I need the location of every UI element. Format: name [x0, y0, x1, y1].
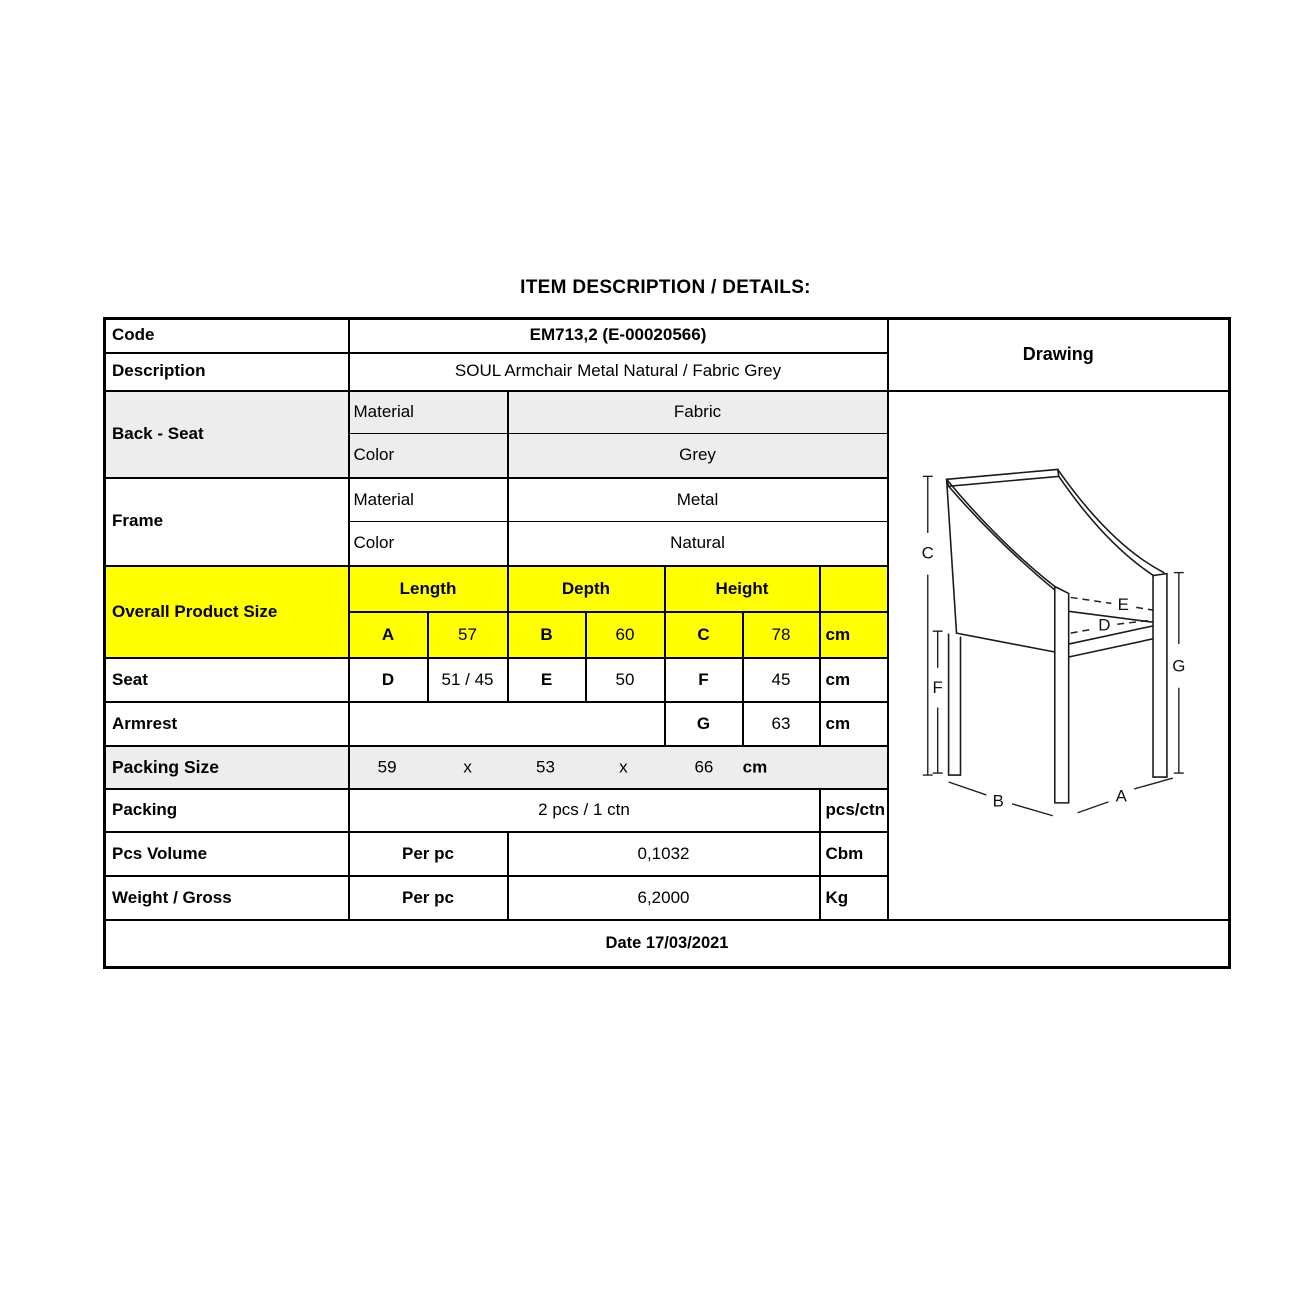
- seat-value-e: 50: [586, 658, 665, 702]
- dim-line-b: [948, 782, 1052, 816]
- packing-size-label: Packing Size: [105, 746, 349, 789]
- size-col-length: Length: [349, 566, 508, 612]
- armchair-drawing: [889, 392, 1229, 915]
- armrest-unit: cm: [820, 702, 888, 746]
- code-value: EM713,2 (E-00020566): [349, 319, 888, 353]
- pcs-volume-value: 0,1032: [508, 832, 820, 876]
- dim-line-d: [1070, 615, 1158, 634]
- frame-label: Frame: [105, 478, 349, 566]
- packing-size-sep1: x: [463, 757, 472, 777]
- dim-line-a: [1077, 778, 1172, 813]
- armrest-key-g: G: [665, 702, 743, 746]
- seat-key-f: F: [665, 658, 743, 702]
- packing-size-dim1: 59: [377, 757, 397, 777]
- back-seat-material-row: [105, 391, 1230, 434]
- dim-label-g: G: [1171, 655, 1185, 675]
- date-row: [105, 920, 1230, 967]
- dim-label-c: C: [921, 542, 934, 562]
- packing-size-unit: cm: [742, 757, 768, 777]
- size-key-a: A: [349, 612, 428, 658]
- seat-key-e: E: [508, 658, 586, 702]
- pcs-volume-per: Per pc: [349, 832, 508, 876]
- weight-gross-unit: Kg: [820, 876, 888, 920]
- size-value-c: 78: [743, 612, 820, 658]
- frame-material-value: Metal: [508, 478, 888, 522]
- armrest-value-g: 63: [743, 702, 820, 746]
- seat-value-f: 45: [743, 658, 820, 702]
- code-label: Code: [105, 319, 349, 353]
- size-header-empty-cell: [820, 566, 888, 612]
- packing-size-sep2: x: [619, 757, 628, 777]
- description-label: Description: [105, 353, 349, 391]
- dim-label-f: F: [932, 677, 943, 697]
- frame-color-label: Color: [349, 522, 508, 566]
- packing-size-dim2: 53: [536, 757, 555, 777]
- date-value: Date 17/03/2021: [105, 920, 1230, 967]
- size-key-b: B: [508, 612, 586, 658]
- packing-size-values: [349, 746, 888, 789]
- weight-gross-per: Per pc: [349, 876, 508, 920]
- armrest-empty-cell: [349, 702, 665, 746]
- dim-line-g: [1172, 572, 1185, 772]
- pcs-volume-label: Pcs Volume: [105, 832, 349, 876]
- back-seat-color-value: Grey: [508, 434, 888, 478]
- seat-key-d: D: [349, 658, 428, 702]
- seat-unit: cm: [820, 658, 888, 702]
- dim-label-e: E: [1117, 594, 1129, 614]
- code-row: [105, 319, 1230, 353]
- dim-line-c: [921, 476, 933, 775]
- armrest-label: Armrest: [105, 702, 349, 746]
- overall-size-label: Overall Product Size: [105, 566, 349, 658]
- armchair-legs: [1054, 573, 1166, 802]
- pcs-volume-unit: Cbm: [820, 832, 888, 876]
- back-seat-material-value: Fabric: [508, 391, 888, 434]
- packing-unit: pcs/ctn: [820, 789, 888, 832]
- packing-value: 2 pcs / 1 ctn: [349, 789, 820, 832]
- seat-label: Seat: [105, 658, 349, 702]
- size-col-height: Height: [665, 566, 820, 612]
- packing-size-dim3: 66: [694, 757, 714, 777]
- frame-material-label: Material: [349, 478, 508, 522]
- size-value-a: 57: [428, 612, 508, 658]
- size-unit: cm: [820, 612, 888, 658]
- drawing-header: Drawing: [888, 319, 1230, 391]
- seat-value-d: 51 / 45: [428, 658, 508, 702]
- item-details-table: [103, 317, 1231, 969]
- dim-line-f: [932, 631, 942, 773]
- back-seat-material-label: Material: [349, 391, 508, 434]
- back-seat-color-label: Color: [349, 434, 508, 478]
- dim-label-b: B: [992, 790, 1004, 810]
- page-title: ITEM DESCRIPTION / DETAILS:: [520, 277, 811, 298]
- frame-color-value: Natural: [508, 522, 888, 566]
- dim-label-d: D: [1097, 615, 1111, 635]
- packing-label: Packing: [105, 789, 349, 832]
- drawing-cell: [888, 391, 1230, 921]
- weight-gross-value: 6,2000: [508, 876, 820, 920]
- back-seat-label: Back - Seat: [105, 391, 349, 478]
- dim-label-a: A: [1115, 785, 1127, 805]
- description-value: SOUL Armchair Metal Natural / Fabric Grey: [349, 353, 888, 391]
- size-key-c: C: [665, 612, 743, 658]
- size-value-b: 60: [586, 612, 665, 658]
- size-col-depth: Depth: [508, 566, 665, 612]
- weight-gross-label: Weight / Gross: [105, 876, 349, 920]
